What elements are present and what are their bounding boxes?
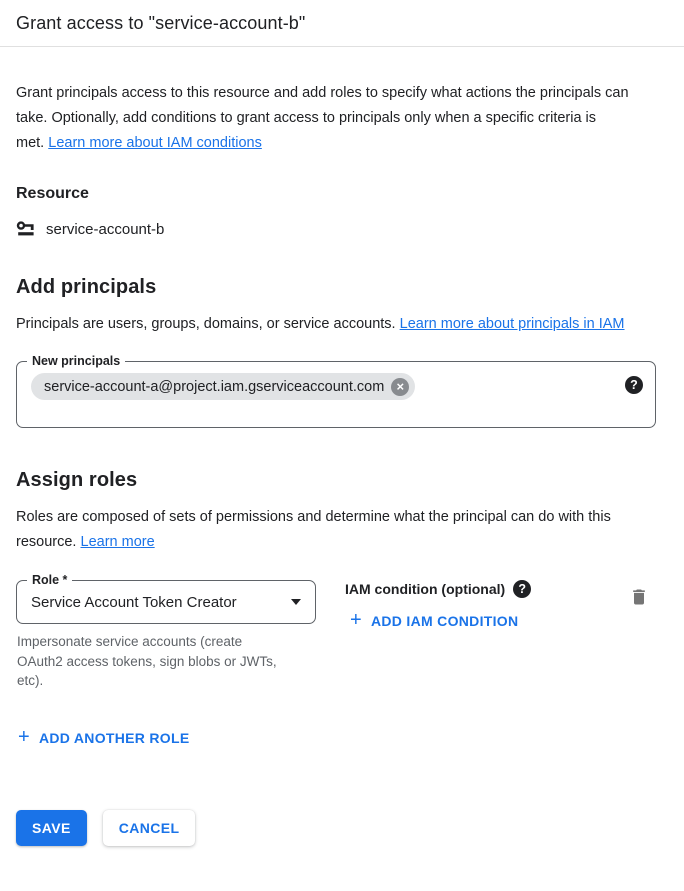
iam-condition-label: IAM condition (optional) xyxy=(345,581,506,597)
add-principals-heading: Add principals xyxy=(16,276,157,298)
principal-chip-value: service-account-a@project.iam.gserviceaccount.com xyxy=(44,378,385,395)
plus-icon: + xyxy=(18,725,30,748)
new-principals-field[interactable] xyxy=(16,354,656,428)
iam-condition-header xyxy=(345,580,627,598)
roles-description xyxy=(16,505,656,555)
save-button[interactable]: SAVE xyxy=(16,810,87,846)
add-another-role-label: ADD ANOTHER ROLE xyxy=(38,729,190,746)
add-another-role-button[interactable] xyxy=(18,725,190,748)
add-iam-condition-button[interactable] xyxy=(350,611,518,631)
cancel-button[interactable]: CANCEL xyxy=(103,810,196,846)
dialog-actions xyxy=(16,810,656,864)
chip-remove-icon[interactable]: × xyxy=(391,378,409,396)
delete-role-column xyxy=(627,580,651,613)
learn-more-iam-conditions-link[interactable]: Learn more about IAM conditions xyxy=(48,135,262,151)
principals-help-icon[interactable]: ? xyxy=(625,376,643,394)
add-iam-condition-label: ADD IAM CONDITION xyxy=(370,613,519,629)
new-principals-label: New principals xyxy=(27,353,125,370)
principals-description xyxy=(16,312,656,337)
iam-condition-column xyxy=(345,580,627,632)
roles-description-text: Roles are composed of sets of permissions and determine what the principal can do xyxy=(16,509,555,525)
role-description: Impersonate service accounts (create OAuth2 access tokens, sign blobs or JWTs, etc). xyxy=(17,634,277,688)
intro-text: Grant principals access to this resource and add roles to specify what actions the principals can take. Optionally, add conditions to grant access to principals only when a specific criteria is met. xyxy=(16,85,629,151)
chevron-down-icon xyxy=(291,599,301,605)
trash-icon xyxy=(629,586,649,608)
intro-paragraph xyxy=(16,81,656,156)
page-title: Grant access to "service-account-b" xyxy=(16,13,306,33)
dialog-header xyxy=(0,0,684,46)
delete-role-button[interactable] xyxy=(627,584,651,610)
role-column xyxy=(16,573,316,691)
service-account-key-icon xyxy=(16,220,37,238)
resource-row xyxy=(16,220,656,238)
roles-learn-more-link[interactable]: Learn more xyxy=(80,534,155,550)
plus-icon: + xyxy=(350,609,362,631)
header-divider xyxy=(0,46,684,47)
role-select[interactable] xyxy=(16,573,316,624)
role-row xyxy=(16,573,656,691)
principal-chip[interactable] xyxy=(31,373,415,400)
roles-description-text-2: with this resource. xyxy=(16,509,611,550)
resource-heading: Resource xyxy=(16,185,89,202)
principals-description-text: Principals are users, groups, domains, or service accounts. xyxy=(16,316,396,332)
assign-roles-heading: Assign roles xyxy=(16,469,138,491)
resource-name: service-account-b xyxy=(46,220,165,238)
iam-condition-help-icon[interactable]: ? xyxy=(513,580,531,598)
role-select-label: Role * xyxy=(27,572,72,589)
role-selected-value: Service Account Token Creator xyxy=(31,593,237,611)
learn-more-principals-link[interactable]: Learn more about principals in IAM xyxy=(399,316,625,332)
dialog-content xyxy=(0,81,684,864)
